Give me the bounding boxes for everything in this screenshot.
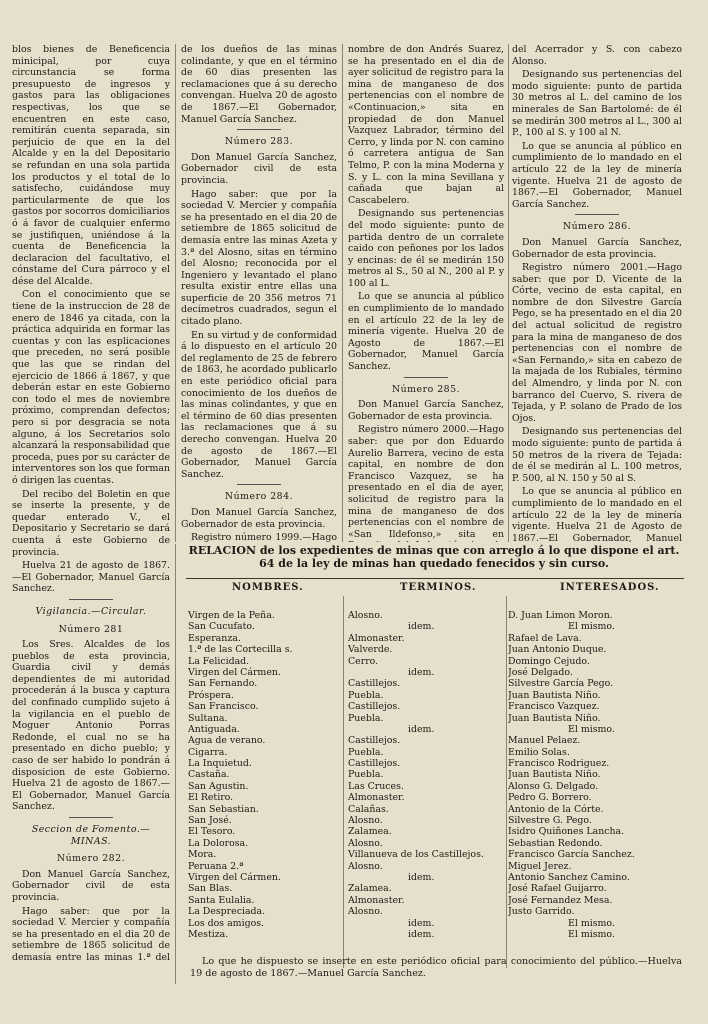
- table-cell: Mora.: [188, 849, 217, 861]
- table-cell: El mismo.: [568, 723, 615, 735]
- table-cell: Puebla.: [348, 769, 384, 781]
- col4-paragraph: Designando sus pertenencias del modo siguiente: punto de partida 30 metros al L. del camino de los minerales de San Bartolomé: de él se medirán 300 metros al L., 300 al P., 100 al S. y 100 al N.: [512, 69, 682, 139]
- column-1: [12, 44, 170, 964]
- table-cell: El Tesoro.: [188, 826, 236, 838]
- table-cell: Mestiza.: [188, 928, 229, 940]
- table-cell: idem.: [408, 621, 435, 633]
- table-cell: Puebla.: [348, 746, 384, 758]
- number-285-heading: Número 285.: [391, 383, 461, 395]
- table-cell: idem.: [408, 928, 435, 940]
- notice-286-text: Designando sus pertenencias del modo siguiente: punto de partida á 50 metros de la rivera de Tejada: de él se medirán al L. 100 metros, P. 500, al N. 150 y 50 al S.: [512, 426, 682, 484]
- table-cell: El mismo.: [568, 928, 615, 940]
- table-cell: Alosno.: [348, 906, 383, 918]
- table-cell: San Blas.: [188, 883, 233, 895]
- col3-paragraph: Lo que se anuncia al público en cumplimiento de lo mandado en el artículo 22 de la ley de minería vigente. Huelva 20 de Agosto de 1867.—El Gobernador, Manuel García Sanchez.: [348, 291, 504, 373]
- table-cell: San Cucufato.: [188, 621, 255, 633]
- col4-paragraph: del Acerrador y S. con cabezo Alonso.: [512, 44, 682, 67]
- circular-text: Los Sres. Alcaldes de los pueblos de esta provincia, Guardia civil y demás dependientes de mi autoridad procederán á la busca y captura del confinado cumplido sujeto á la vigilancia en el pueblo de Moguer Antonio Porras Redonde, el cual no se ha presentado en dicho pueblo; y caso de ser habido lo pondrán á disposicion de este Gobierno. Huelva 21 de agosto de 1867.—El Gobernador, Manuel García Sanchez.: [12, 639, 170, 813]
- header-interesados: INTERESADOS.: [560, 582, 660, 593]
- table-cell: Juan Antonio Duque.: [508, 644, 607, 656]
- table-cell: Alosno.: [348, 860, 383, 872]
- notice-283-text: En su virtud y de conformidad á lo dispuesto en el artículo 20 del reglamento de 25 de febrero de 1863, he acordado publicarlo en este periódico oficial para conocimiento de los dueños de las minas colindantes, y que en el término de 60 dias presenten las reclamaciones que á su derecho convengan. Huelva 20 de agosto de 1867.—El Gobernador, Manuel García Sanchez.: [181, 329, 337, 480]
- table-cell: Las Cruces.: [348, 780, 404, 792]
- column-3: [348, 44, 504, 542]
- table-cell: Santa Eulalia.: [188, 894, 255, 906]
- vigilancia-heading: Vigilancia.—Circular.: [35, 605, 147, 617]
- table-cell: Pedro G. Borrero.: [508, 792, 592, 804]
- table-cell: Esperanza.: [188, 632, 241, 644]
- table-cell: Cigarra.: [188, 746, 228, 758]
- table-cell: Los dos amigos.: [188, 917, 265, 929]
- table-cell: La Dolorosa.: [188, 837, 249, 849]
- notice-285-text: Registro número 2000.—Hago saber: que por don Eduardo Aurelio Barrera, vecino de esta capital, en nombre de don Francisco Vazquez, se ha presentado en el dia de ayer, solicitud de registro para la mina de manganeso de dos pertenencias con el nombre de «San Ildefonso,» sita en: [348, 424, 504, 540]
- table-cell: La Felicidad.: [188, 655, 250, 667]
- table-cell: San Agustin.: [188, 780, 249, 792]
- table-cell: Isidro Quiñones Lancha.: [508, 826, 625, 838]
- table-divider: [506, 596, 507, 968]
- table-cell: Silvestre G. Pego.: [508, 815, 592, 827]
- closing-paragraph: Lo que he dispuesto se inserte en este periódico oficial para conocimiento del público.—Huelva 19 de agosto de 1867.—Manuel García Sanchez.: [190, 956, 682, 979]
- fomento-heading: Seccion de Fomento.—MINAS.: [31, 824, 151, 847]
- table-cell: Próspera.: [188, 689, 234, 701]
- table-cell: Castillejos.: [348, 758, 401, 770]
- table-cell: 1.ª de las Cortecilla s.: [188, 644, 293, 656]
- table-cell: Alosno.: [348, 837, 383, 849]
- table-cell: San Sebastian.: [188, 803, 259, 815]
- col3-paragraph: nombre de don Andrés Suarez, se ha presentado en el dia de ayer solicitud de registro para la mina de manganeso de dos pertenencias con el nombre de «Continuacion,» sita en propiedad de don Manuel Vazquez Labrador, término del Cerro, y linda por N. con camino ó carretera antigua de San Telmo, P. con la mina Moderna y S. y L. con la mina Sevillana y cañada que bajan al Cascabelero.: [348, 44, 504, 206]
- table-cell: idem.: [408, 871, 435, 883]
- table-cell: El mismo.: [568, 917, 615, 929]
- col1-signature: Huelva 21 de agosto de 1867.—El Gobernador, Manuel García Sanchez.: [12, 560, 170, 595]
- table-cell: Silvestre García Pego.: [508, 678, 614, 690]
- notice-284-text: Registro número 1999.—Hago: [191, 532, 337, 542]
- notice-286-text: Lo que se anuncia al público en cumplimiento de lo mandado en el artículo 22 de la ley de minería vigente. Huelva 21 de Agosto de 1867.—El Gobernador, Manuel: [512, 486, 682, 542]
- table-cell: Antonio de la Córte.: [508, 803, 604, 815]
- table-cell: El Retiro.: [188, 792, 234, 804]
- table-cell: Puebla.: [348, 689, 384, 701]
- table-cell: Castaña.: [188, 769, 230, 781]
- column-rule: [175, 44, 176, 542]
- section-divider: [69, 599, 113, 600]
- notice-283-text: Hago saber: que por la sociedad V. Mercier y compañía se ha presentado en el dia 20 de setiembre de 1865 solicitud de demasía entre las minas Azeta y 3.ª del Alosno, sitas en término del Alosno; reconocida por el Ingeniero y levantado el plano resulta existir entre ellas una superficie de 20 356 metros 71 decímetros cuadrados, segun el citado plano.: [181, 188, 337, 328]
- section-divider: [575, 214, 619, 215]
- table-cell: idem.: [408, 917, 435, 929]
- table-cell: Calañas.: [348, 803, 389, 815]
- table-cell: Peruana 2.ª: [188, 860, 244, 872]
- table-cell: Sultana.: [188, 712, 228, 724]
- table-cell: D. Juan Limon Moron.: [508, 610, 613, 621]
- table-cell: El mismo.: [568, 621, 615, 633]
- table-cell: Agua de verano.: [188, 735, 266, 747]
- column-rule: [342, 44, 343, 542]
- column-rule: [175, 544, 176, 984]
- table-cell: Zalamea.: [348, 883, 392, 895]
- header-terminos: TERMINOS.: [400, 582, 477, 593]
- table-cell: Almonaster.: [348, 792, 405, 804]
- number-281-heading: Número 281: [58, 623, 124, 635]
- column-2: [181, 44, 337, 542]
- table-cell: San Fernando.: [188, 678, 258, 690]
- table-cell: Castillejos.: [348, 678, 401, 690]
- section-divider: [69, 817, 113, 818]
- table-cell: San Francisco.: [188, 701, 259, 713]
- table-cell: Francisco Vazquez.: [508, 701, 600, 713]
- table-cell: Emilio Solas.: [508, 746, 570, 758]
- table-cell: Alosno.: [348, 815, 383, 827]
- section-divider: [404, 377, 448, 378]
- nombres-column: [188, 610, 340, 940]
- table-cell: Cerro.: [348, 655, 379, 667]
- section-divider: [237, 129, 281, 130]
- table-top-rule: [186, 578, 684, 579]
- table-cell: Juan Bautista Niño.: [508, 712, 601, 724]
- table-cell: Castillejos.: [348, 735, 401, 747]
- table-cell: Almonaster.: [348, 894, 405, 906]
- table-cell: Justo Garrido.: [508, 906, 575, 918]
- notice-286-text: Registro número 2001.—Hago saber: que por D. Vicente de la Córte, vecino de esta capital, en nombre de don Silvestre García Pego, se ha presentado en el dia 20 del actual solicitud de registro para la mina de manganeso de dos pertenencias con el nombre de «San Fernando,» sita en cabezo de la majada de los Rubiales, término del Almendro, y linda por N. con barranco del Cuervo, S. rivera de Tejada, y P. solano de Prado de los Ojos.: [512, 262, 682, 424]
- col1-paragraph: Con el conocimiento que se tiene de la instruccion de 28 de enero de 1846 ya citada, con la práctica adquirida en formar las cuentas y con las esplicaciones que preceden, no será posible que las que se rindan del ejercicio de 1866 á 1867, y que deberán estar en este Gobierno con todo el mes de noviembre próximo, comprendan defectos; pero si por desgracia se nota alguno, á los Secretarios solo alcanzará la responsabilidad que proceda, pues por su carácter de interventores son los que forman ó dirigen las cuentas.: [12, 289, 170, 486]
- table-cell: Francisco Rodriguez.: [508, 758, 610, 770]
- number-283-heading: Número 283.: [224, 136, 294, 148]
- section-divider: [237, 484, 281, 485]
- governor-line: Don Manuel García Sanchez, Gobernador de esta provincia.: [512, 236, 682, 260]
- table-cell: Juan Bautista Niño.: [508, 689, 601, 701]
- col4-paragraph: Lo que se anuncia al público en cumplimiento de lo mandado en el artículo 22 de la ley de minería vigente. Huelva 21 de agosto de 1867.—El Gobernador, Manuel García Sanchez.: [512, 140, 682, 210]
- table-cell: Juan Bautista Niño.: [508, 769, 601, 781]
- column-4: [512, 44, 682, 542]
- col2-paragraph: de los dueños de las minas colindante, y que en el término de 60 dias presenten las reclamaciones que á su derecho convengan. Huelva 20 de agosto de 1867.—El Gobernador, Manuel García Sanchez.: [181, 44, 337, 125]
- table-cell: Villanueva de los Castillejos.: [348, 849, 484, 861]
- table-cell: Virgen de la Peña.: [188, 610, 275, 621]
- table-cell: Puebla.: [348, 712, 384, 724]
- table-cell: idem.: [408, 723, 435, 735]
- number-286-heading: Número 286.: [562, 221, 632, 233]
- column-rule: [508, 44, 509, 542]
- governor-line: Don Manuel García Sanchez, Gobernador civil de esta provincia.: [12, 868, 170, 903]
- table-divider: [343, 596, 344, 968]
- table-cell: Alonso G. Delgado.: [508, 780, 599, 792]
- table-cell: Francisco García Sanchez.: [508, 849, 635, 861]
- table-cell: La Inquietud.: [188, 758, 252, 770]
- table-cell: Valverde.: [348, 644, 393, 656]
- col3-paragraph: Designando sus pertenencias del modo siguiente: punto de partida dentro de un corralete caido con peñones por los lados y encinas: de él se medirán 150 metros al S., 50 al N., 200 al P. y 100 al L.: [348, 208, 504, 289]
- table-cell: Virgen del Cármen.: [188, 666, 281, 678]
- number-284-heading: Número 284.: [224, 491, 294, 503]
- table-cell: Domingo Cejudo.: [508, 655, 590, 667]
- table-cell: Miguel Jerez.: [508, 860, 572, 872]
- relacion-title: RELACION de los expedientes de minas que con arreglo á lo que dispone el art. 64 de la ley de minas han quedado fenecidos y sin curso.: [188, 544, 680, 570]
- interesados-column: [508, 610, 684, 940]
- terminos-column: [348, 610, 504, 940]
- table-cell: José Rafael Guijarro.: [508, 883, 607, 895]
- notice-282-text: Hago saber: que por la sociedad V. Mercier y compañía se ha presentado en el dia 20 de setiembre de 1865 solicitud de demasía entre las minas 1.ª del: [12, 905, 170, 963]
- table-cell: Manuel Pelaez.: [508, 735, 581, 747]
- table-cell: San José.: [188, 815, 232, 827]
- col1-paragraph: Del recibo del Boletin en que se inserte la presente, y de quedar enterado V., el Depositario y Secretario se dará cuenta á este Gobierno de provincia.: [12, 488, 170, 558]
- governor-line: Don Manuel García Sanchez, Gobernador de esta provincia.: [181, 506, 337, 530]
- number-282-heading: Número 282.: [56, 853, 126, 865]
- header-nombres: NOMBRES.: [232, 582, 304, 593]
- governor-line: Don Manuel García Sanchez, Gobernador civil de esta provincia.: [181, 151, 337, 186]
- table-cell: La Despreciada.: [188, 906, 266, 918]
- table-cell: Castillejos.: [348, 701, 401, 713]
- table-cell: Virgen del Cármen.: [188, 871, 281, 883]
- table-cell: idem.: [408, 666, 435, 678]
- table-cell: José Delgado.: [508, 666, 573, 678]
- governor-line: Don Manuel García Sanchez, Gobernador de esta provincia.: [348, 399, 504, 422]
- table-cell: Antiguada.: [188, 723, 240, 735]
- table-cell: Zalamea.: [348, 826, 392, 838]
- table-cell: Antonio Sanchez Camino.: [508, 871, 630, 883]
- table-cell: Sebastian Redondo.: [508, 837, 603, 849]
- table-cell: Alosno.: [348, 610, 383, 621]
- table-cell: Rafael de Lava.: [508, 632, 582, 644]
- col1-paragraph: blos bienes de Beneficencia minicipal, por cuya circunstancia se forma presupuesto de ingresos y gastos para las obligaciones respectivas, los que se encuentren en este caso, remitirán cuenta separada, sin perjuicio de que en la del Alcalde y en la del Depositario se refundan en una sola partida los productos y el total de lo satisfecho, cuidándose muy particularmente de que los gastos por socorros domiciliarios ó á favor de cualquier enfermo se justifiquen, uniéndose á la cuenta de Beneficencia la declaracion del facultativo, el cónstame del Cura párroco y el dése del Alcalde.: [12, 44, 170, 287]
- table-cell: Almonaster.: [348, 632, 405, 644]
- table-cell: José Fernandez Mesa.: [508, 894, 613, 906]
